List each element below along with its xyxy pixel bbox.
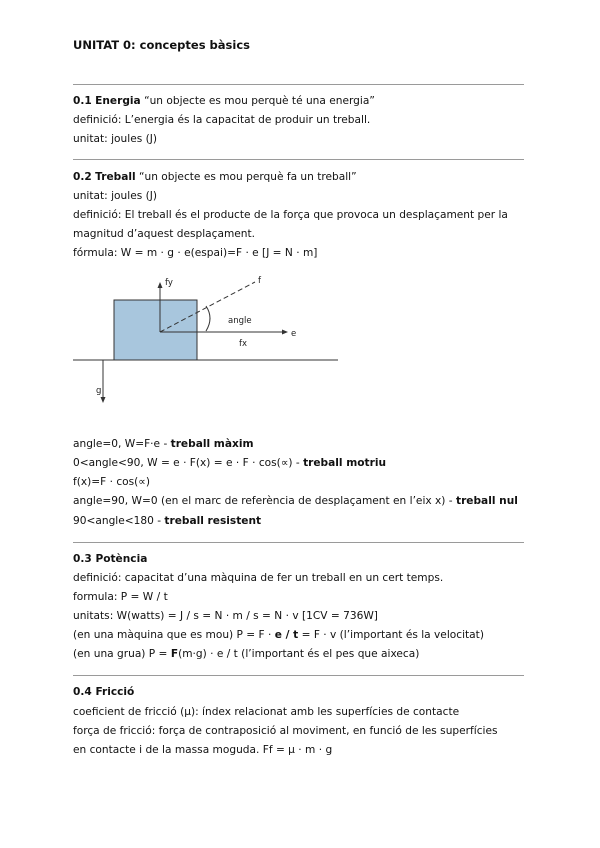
friccio-force-2: en contacte i de la massa moguda. Ff = μ · m · g xyxy=(73,744,333,756)
page-title: UNITAT 0: conceptes bàsics xyxy=(73,38,250,52)
case-result: treball màxim xyxy=(170,438,254,450)
friccio-heading: 0.4 Fricció xyxy=(73,686,135,698)
potencia-example-crane xyxy=(73,647,419,661)
potencia-definition: definició: capacitat d’una màquina de fer un treball en un cert temps. xyxy=(73,572,444,584)
case-text: angle=90, W=0 (en el marc de referència de desplaçament en l’eix x) - xyxy=(73,495,456,507)
example-text: (en una grua) P = xyxy=(73,648,171,660)
angle-arc xyxy=(206,306,210,331)
fx-label: fx xyxy=(239,339,248,349)
case-text: 90<angle<180 - xyxy=(73,515,165,527)
example-bold: e / t xyxy=(274,629,299,641)
energia-definition: definició: L’energia és la capacitat de produir un treball. xyxy=(73,114,371,126)
example-text: (en una màquina que es mou) P = F · xyxy=(73,629,275,641)
example-bold: F xyxy=(170,648,179,660)
e-arrowhead xyxy=(282,330,288,335)
divider xyxy=(73,542,524,543)
section-number: 0.2 xyxy=(73,171,92,183)
energia-unit: unitat: joules (J) xyxy=(73,133,157,145)
example-text: = F · v (l’important és la velocitat) xyxy=(298,629,484,641)
potencia-units: unitats: W(watts) = J / s = N · m / s = N · v [1CV = 736W] xyxy=(73,610,378,622)
section-quote: “un objecte es mou perquè fa un treball” xyxy=(139,171,357,183)
case-result: treball resistent xyxy=(164,515,262,527)
potencia-example-machine xyxy=(73,628,484,642)
angle-case-3 xyxy=(73,494,518,508)
section-number: 0.1 xyxy=(73,95,92,107)
section-quote: “un objecte es mou perquè té una energia” xyxy=(144,95,375,107)
divider xyxy=(73,675,524,676)
angle-case-4 xyxy=(73,514,261,528)
case-text: angle=0, W=F·e - xyxy=(73,438,171,450)
fy-arrowhead xyxy=(158,282,163,288)
angle-case-2 xyxy=(73,456,386,470)
fx-formula: f(x)=F · cos(∝) xyxy=(73,476,150,488)
g-label: g xyxy=(96,386,102,396)
fy-label: fy xyxy=(165,278,173,288)
treball-unit: unitat: joules (J) xyxy=(73,190,157,202)
friccio-force-1: força de fricció: força de contraposició al moviment, en funció de les superfícies xyxy=(73,725,498,737)
case-result: treball motriu xyxy=(303,457,387,469)
gravity-arrowhead xyxy=(101,397,106,403)
block-body xyxy=(114,300,197,360)
case-text: 0<angle<90, W = e · F(x) = e · F · cos(∝) - xyxy=(73,457,304,469)
section-title: Treball xyxy=(95,171,136,183)
potencia-heading: 0.3 Potència xyxy=(73,553,148,565)
treball-formula: fórmula: W = m · g · e(espai)=F · e [J = N · m] xyxy=(73,247,318,259)
angle-case-1 xyxy=(73,437,254,451)
treball-definition-1: definició: El treball és el producte de la força que provoca un desplaçament per la xyxy=(73,209,508,221)
case-result: treball nul xyxy=(456,495,518,507)
section-title: Energia xyxy=(95,95,141,107)
e-label: e xyxy=(291,329,297,339)
friccio-coefficient: coeficient de fricció (μ): índex relacionat amb les superfícies de contacte xyxy=(73,706,460,718)
angle-label: angle xyxy=(228,316,252,326)
example-text: (m·g) · e / t (l’important és el pes que aixeca) xyxy=(178,648,420,660)
potencia-formula: formula: P = W / t xyxy=(73,591,168,603)
f-label: f xyxy=(258,276,261,286)
treball-definition-2: magnitud d’aquest desplaçament. xyxy=(73,228,256,240)
